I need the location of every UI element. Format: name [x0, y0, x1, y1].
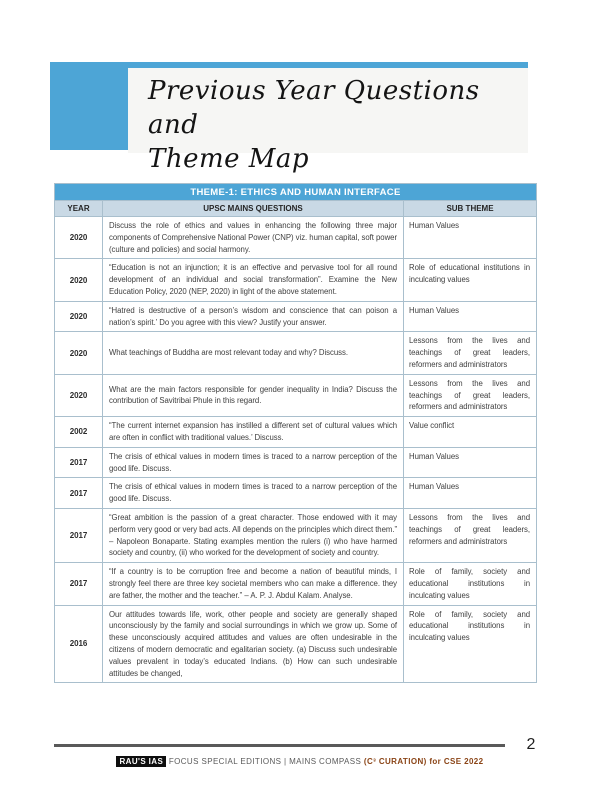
page-title-line2: Theme Map	[148, 144, 310, 174]
subtheme-cell: Role of family, society and educational institutions in inculcating values	[404, 605, 537, 683]
subtheme-cell: Lessons from the lives and teachings of great leaders, reformers and administrators	[404, 374, 537, 416]
year-cell: 2020	[55, 332, 103, 374]
subtheme-cell: Role of family, society and educational institutions in inculcating values	[404, 563, 537, 605]
subtheme-cell: Human Values	[404, 447, 537, 478]
table-row	[55, 301, 537, 332]
column-header-row	[55, 201, 537, 217]
table-row	[55, 605, 537, 683]
question-cell: The crisis of ethical values in modern times is traced to a narrow perception of the good life. Discuss.	[103, 447, 404, 478]
year-cell: 2016	[55, 605, 103, 683]
question-cell: Discuss the role of ethics and values in enhancing the following three major components of Comprehensive National Power (CNP) viz. human capital, soft power (culture and policies) and social harmony.	[103, 217, 404, 259]
year-cell: 2020	[55, 259, 103, 301]
column-header-questions: UPSC MAINS QUESTIONS	[103, 201, 404, 217]
subtheme-cell: Value conflict	[404, 417, 537, 448]
question-cell: “If a country is to be corruption free and become a nation of beautiful minds, I strongly feel there are three key societal members who can make a difference. they are father, the mother and the teacher.” – A. P. J. Abdul Kalam. Analyse.	[103, 563, 404, 605]
footer-divider	[54, 744, 505, 747]
subtheme-cell: Human Values	[404, 301, 537, 332]
table-row	[55, 259, 537, 301]
year-cell: 2020	[55, 301, 103, 332]
subtheme-cell: Human Values	[404, 217, 537, 259]
subtheme-cell: Lessons from the lives and teachings of great leaders, reformers and administrators	[404, 332, 537, 374]
table-row	[55, 417, 537, 448]
table-row	[55, 447, 537, 478]
page-title-line1: Previous Year Questions and	[148, 76, 480, 140]
pyq-theme-table	[54, 183, 537, 683]
year-cell: 2002	[55, 417, 103, 448]
subtheme-cell: Human Values	[404, 478, 537, 509]
brand-badge: RAU'S IAS	[116, 756, 166, 767]
page-number: 2	[526, 736, 536, 753]
subtheme-cell: Role of educational institutions in inculcating values	[404, 259, 537, 301]
footer	[0, 757, 600, 766]
question-cell: “Education is not an injunction; it is an effective and pervasive tool for all round development of an individual and social transformation”. Examine the New Education Policy, 2020 (NEP, 2020) in light of the above statement.	[103, 259, 404, 301]
table-row	[55, 217, 537, 259]
question-cell: What teachings of Buddha are most relevant today and why? Discuss.	[103, 332, 404, 374]
banner-accent-square	[50, 62, 130, 150]
question-cell: The crisis of ethical values in modern times is traced to a narrow perception of the good life. Discuss.	[103, 478, 404, 509]
column-header-year: YEAR	[55, 201, 103, 217]
year-cell: 2017	[55, 563, 103, 605]
year-cell: 2017	[55, 478, 103, 509]
theme-header-row	[55, 184, 537, 201]
table-row	[55, 508, 537, 562]
subtheme-cell: Lessons from the lives and teachings of great leaders, reformers and administrators	[404, 508, 537, 562]
table-row	[55, 563, 537, 605]
table-row	[55, 332, 537, 374]
footer-edition-text: FOCUS SPECIAL EDITIONS | MAINS COMPASS	[168, 757, 362, 766]
question-cell: Our attitudes towards life, work, other people and society are generally shaped unconsciously by the family and social surroundings in which we grow up. Some of these unconsciously acquired attitudes and values are often undesirable in the citizens of modern democratic and egalitarian society. (a) Discuss such undesirable values prevalent in today’s educated Indians. (b) How can such undesirable attitudes be changed,	[103, 605, 404, 683]
year-cell: 2017	[55, 508, 103, 562]
column-header-subtheme: SUB THEME	[404, 201, 537, 217]
year-cell: 2017	[55, 447, 103, 478]
question-cell: “Hatred is destructive of a person’s wisdom and conscience that can poison a nation’s spirit.’ Do you agree with this view? Justify your answer.	[103, 301, 404, 332]
footer-curation-text: (C³ CURATION) for CSE 2022	[363, 757, 484, 766]
theme-title: THEME-1: ETHICS AND HUMAN INTERFACE	[55, 184, 537, 201]
table-row	[55, 374, 537, 416]
table-row	[55, 478, 537, 509]
question-cell: What are the main factors responsible for gender inequality in India? Discuss the contribution of Savitribai Phule in this regard.	[103, 374, 404, 416]
question-cell: “Great ambition is the passion of a great character. Those endowed with it may perform very good or very bad acts. All depends on the principles which direct them.” – Napoleon Bonaparte. Stating examples mention the rulers (i) who have harmed society and country, (ii) who worked for the development of society and country.	[103, 508, 404, 562]
year-cell: 2020	[55, 217, 103, 259]
year-cell: 2020	[55, 374, 103, 416]
title-box	[128, 68, 528, 174]
question-cell: “The current internet expansion has instilled a different set of cultural values which are often in conflict with traditional values.’ Discuss.	[103, 417, 404, 448]
